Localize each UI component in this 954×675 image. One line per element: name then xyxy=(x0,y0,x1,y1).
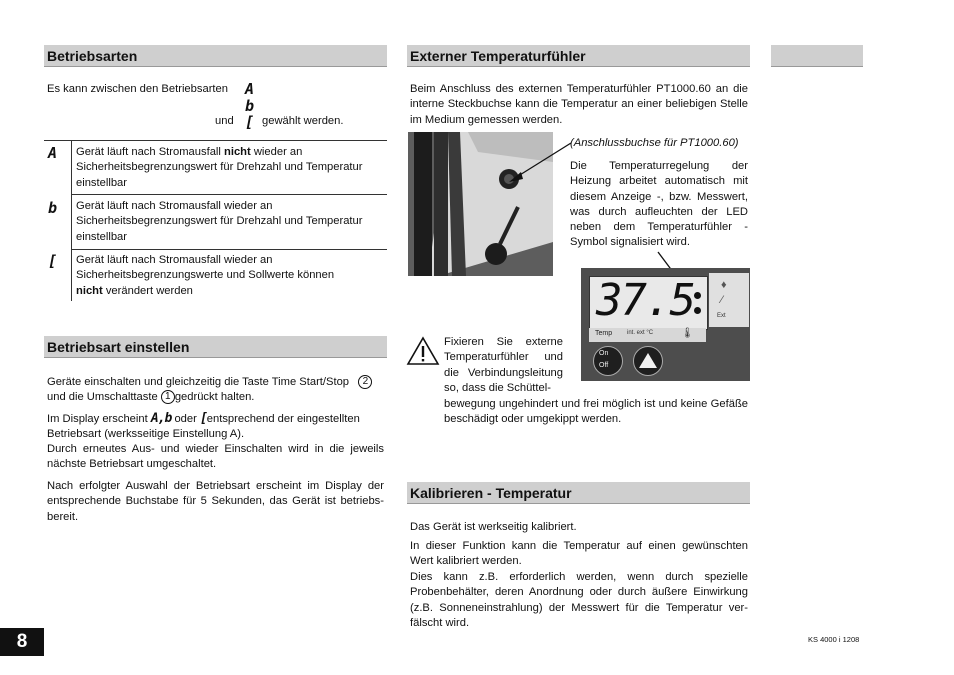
header-externer: Externer Temperaturfühler xyxy=(407,45,750,67)
warning-icon xyxy=(406,336,440,366)
table-line-top xyxy=(44,140,387,141)
side-label-panel xyxy=(709,273,749,327)
lcd-screen xyxy=(589,276,708,330)
temp-sub-label: int. ext °C xyxy=(627,330,654,336)
mode-a-l2: Sicherheitsbegrenzungswert für Drehzahl und Temperatur xyxy=(76,161,363,174)
header-blank-tab xyxy=(771,45,863,67)
mode-a-bold: nicht xyxy=(224,146,251,158)
led-dot-lower xyxy=(694,307,701,314)
symbol-c: [ xyxy=(245,113,254,131)
einstellen-p2 xyxy=(47,411,385,443)
kalib-p2: In dieser Funktion kann die Temperatur auf einen gewünschten Wert kalibriert werden. xyxy=(410,540,748,568)
up-arrow-icon xyxy=(634,347,662,375)
intro-gewaehlt: gewählt werden. xyxy=(262,115,344,127)
mode-a-l3: einstellbar xyxy=(76,176,127,189)
extern-p1: Beim Anschluss des externen Temperaturfühler PT1000.60 an die interne Steckbuchse kann die Temperatur an einer beliebigen Stelle im Medium gemessen werden. xyxy=(410,83,748,126)
display-panel xyxy=(581,268,750,381)
table-divider-1 xyxy=(71,140,72,194)
thermometer-icon: 🌡 xyxy=(681,328,694,339)
warning-text-1: Fixieren Sie externe Temperaturfühler und die Verbindungsleitung so, dass die Schüttel- xyxy=(444,336,563,394)
mode-c-symbol: [ xyxy=(48,252,57,270)
page-number: 8 xyxy=(0,628,44,656)
intro-text: Es kann zwischen den Betriebsarten xyxy=(47,83,228,95)
key-1-circle: 1 xyxy=(161,390,175,404)
table-line-2 xyxy=(71,249,387,250)
einstellen-p2d: Betriebsart (werksseitige Einstellung A). xyxy=(47,428,245,441)
einstellen-p2b: oder xyxy=(174,413,197,425)
einstellen-p1 xyxy=(47,375,385,406)
pencil-icon: ⁄ xyxy=(721,294,723,306)
ext-label: Ext xyxy=(717,313,726,319)
off-label: Off xyxy=(599,362,609,369)
header-kalibrieren: Kalibrieren - Temperatur xyxy=(407,482,750,504)
mode-b-text xyxy=(76,199,386,245)
symbol-ab: A,b xyxy=(150,411,172,426)
table-divider-3 xyxy=(71,249,72,301)
footer-code: KS 4000 i 1208 xyxy=(808,635,860,644)
led-dot-upper xyxy=(694,292,701,299)
table-divider-2 xyxy=(71,194,72,249)
header-einstellen: Betriebsart einstellen xyxy=(44,336,387,358)
key-2-circle: 2 xyxy=(358,375,372,389)
kalib-p3: Dies kann z.B. erforderlich werden, wenn durch spezielle Probenbehälter, deren Anordnung oder durch äußere Einwirkung (z.B. Sonneneinstrahlung) der Messwert für die Temperatur ver-fälscht wird. xyxy=(410,571,748,629)
mode-a-symbol: A xyxy=(48,144,57,162)
table-line-1 xyxy=(71,194,387,195)
warning-text-2: bewegung ungehindert und frei möglich ist und keine Gefäße beschädigt oder umgekippt werden. xyxy=(444,398,748,426)
mode-a-l1b: wieder an xyxy=(250,146,303,158)
symbol-c-inline: [ xyxy=(199,411,207,426)
temp-label: Temp xyxy=(595,330,613,337)
intro-und: und xyxy=(215,115,234,127)
mode-b-l2: Sicherheitsbegrenzungswert für Drehzahl und Temperatur xyxy=(76,215,363,228)
header-betriebsarten: Betriebsarten xyxy=(44,45,387,67)
mode-a-l1a: Gerät läuft nach Stromausfall xyxy=(76,146,224,158)
symbol-a: A xyxy=(245,80,254,98)
temp-label-strip xyxy=(589,328,706,342)
mode-c-l1: Gerät läuft nach Stromausfall wieder an xyxy=(76,254,273,266)
probe-icon: ♦ xyxy=(721,279,727,291)
mode-b-l1: Gerät läuft nach Stromausfall wieder an xyxy=(76,200,273,212)
socket-caption: (Anschlussbuchse für PT1000.60) xyxy=(570,137,739,149)
kalib-p1: Das Gerät ist werkseitig kalibriert. xyxy=(410,521,577,533)
einstellen-p1a: Geräte einschalten und gleichzeitig die Taste Time Start/Stop xyxy=(47,376,350,388)
symbol-b: b xyxy=(245,97,254,115)
on-label: On xyxy=(599,350,609,357)
einstellen-p1c: gedrückt halten. xyxy=(174,391,255,404)
einstellen-p2a: Im Display erscheint xyxy=(47,413,148,425)
mode-b-symbol: b xyxy=(48,199,57,217)
mode-c-bold: nicht xyxy=(76,284,103,297)
mode-c-l2: Sicherheitsbegrenzungswerte und Sollwerte können xyxy=(76,269,335,282)
pointer-arrow-socket xyxy=(505,140,575,185)
up-button[interactable] xyxy=(633,346,663,376)
mode-b-l3: einstellbar xyxy=(76,230,127,243)
lcd-value: 37.5 xyxy=(596,275,694,326)
onoff-button[interactable] xyxy=(593,346,623,376)
einstellen-p1b: und die Umschalttaste xyxy=(47,391,158,404)
einstellen-p2c: entsprechend der eingestellten xyxy=(206,413,360,425)
mode-c-l3b: verändert werden xyxy=(102,284,193,297)
mode-a-text xyxy=(76,145,386,191)
mode-c-text xyxy=(76,253,386,299)
extern-p2: Die Temperaturregelung der Heizung arbeitet automatisch mit diesem Anzeige -, bzw. Messwert, was durch aufleuchten der LED neben dem Temperaturfühler - Symbol signalisiert wird. xyxy=(570,160,748,249)
einstellen-p4: Nach erfolgter Auswahl der Betriebsart erscheint im Display der entsprechende Buchstabe für 5 Sekunden, das Gerät ist betriebs-bereit. xyxy=(47,480,384,523)
einstellen-p3: Durch erneutes Aus- und wieder Einschalten wird in die jeweils nächste Betriebsart umgeschaltet. xyxy=(47,443,384,471)
